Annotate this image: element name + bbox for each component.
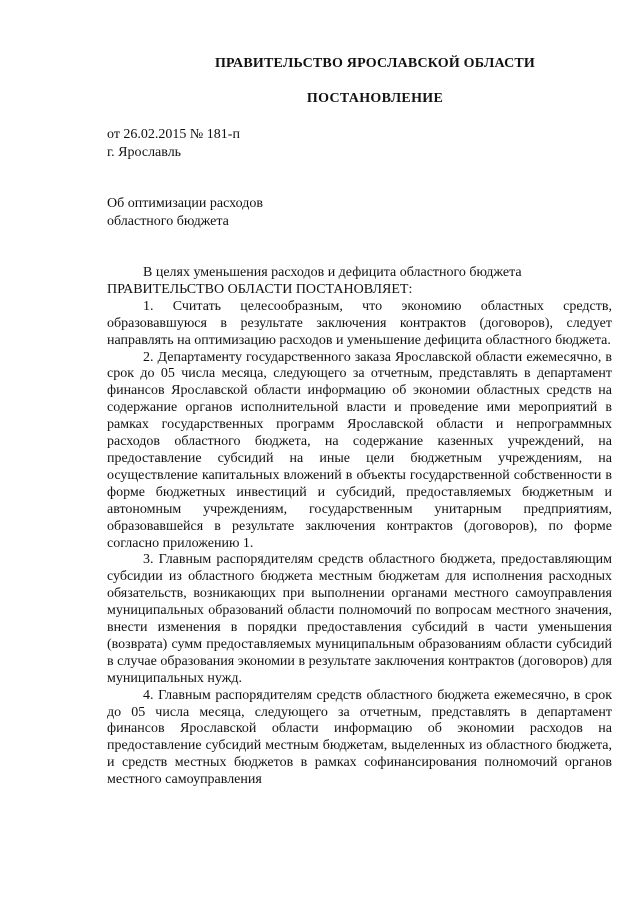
government-title: ПРАВИТЕЛЬСТВО ЯРОСЛАВСКОЙ ОБЛАСТИ [214, 56, 536, 71]
subject-line-2: областного бюджета [107, 214, 229, 229]
document-body [107, 265, 612, 789]
preamble: В целях уменьшения расходов и дефицита областного бюджета [143, 265, 522, 280]
document-meta [107, 126, 240, 162]
document-type: ПОСТАНОВЛЕНИЕ [306, 91, 444, 106]
resolves-statement: ПРАВИТЕЛЬСТВО ОБЛАСТИ ПОСТАНОВЛЯЕТ: [107, 281, 413, 297]
subject-line-1: Об оптимизации расходов [107, 196, 263, 211]
date-number: от 26.02.2015 № 181-п [107, 127, 240, 142]
city: г. Ярославль [107, 145, 182, 160]
item-4: 4. Главным распорядителям средств областного бюджета ежемесячно, в срок до 05 числа месяца, следующего за отчетным, представлять в департамент финансов Ярославской области информацию об экономии расходов на предоставление субсидий местным бюджетам, выделенных из областного бюджета, и средств местных бюджетов в рамках софинансирования полномочий органов местного самоуправления [107, 687, 612, 788]
document-subject [107, 195, 263, 231]
item-2: 2. Департаменту государственного заказа Ярославской области ежемесячно, в срок до 05 числа месяца, следующего за отчетным, представлять в департамент финансов Ярославской области информацию об экономии областных средств на содержание органов исполнительной власти и проведение ими мероприятий в рамках государственных программ Ярославской области и непрограммных расходов областного бюджета, на содержание казенных учреждений, на предоставление субсидий на иные цели бюджетным учреждениям, на осуществление капитальных вложений в объекты государственной собственности в форме бюджетных инвестиций и субсидий, предоставляемых бюджетным и автономным учреждениям, государственным унитарным предприятиям, образовавшейся в результате заключения контрактов (договоров), по форме согласно приложению 1. [107, 349, 612, 551]
item-1: 1. Считать целесообразным, что экономию областных средств, образовавшуюся в результате заключения контрактов (договоров), следует направлять на оптимизацию расходов и уменьшение дефицита областного бюджета. [107, 298, 612, 348]
item-3: 3. Главным распорядителям средств областного бюджета, предоставляющим субсидии из областного бюджета местным бюджетам для исполнения расходных обязательств, возникающих при выполнении органами местного самоуправления муниципальных образований области полномочий по вопросам местного значения, внести изменения в порядки предоставления субсидий в части уменьшения (возврата) сумм предоставляемых муниципальным образованиям области субсидий в случае образования экономии в результате заключения контрактов (договоров) для муниципальных нужд. [107, 552, 612, 686]
